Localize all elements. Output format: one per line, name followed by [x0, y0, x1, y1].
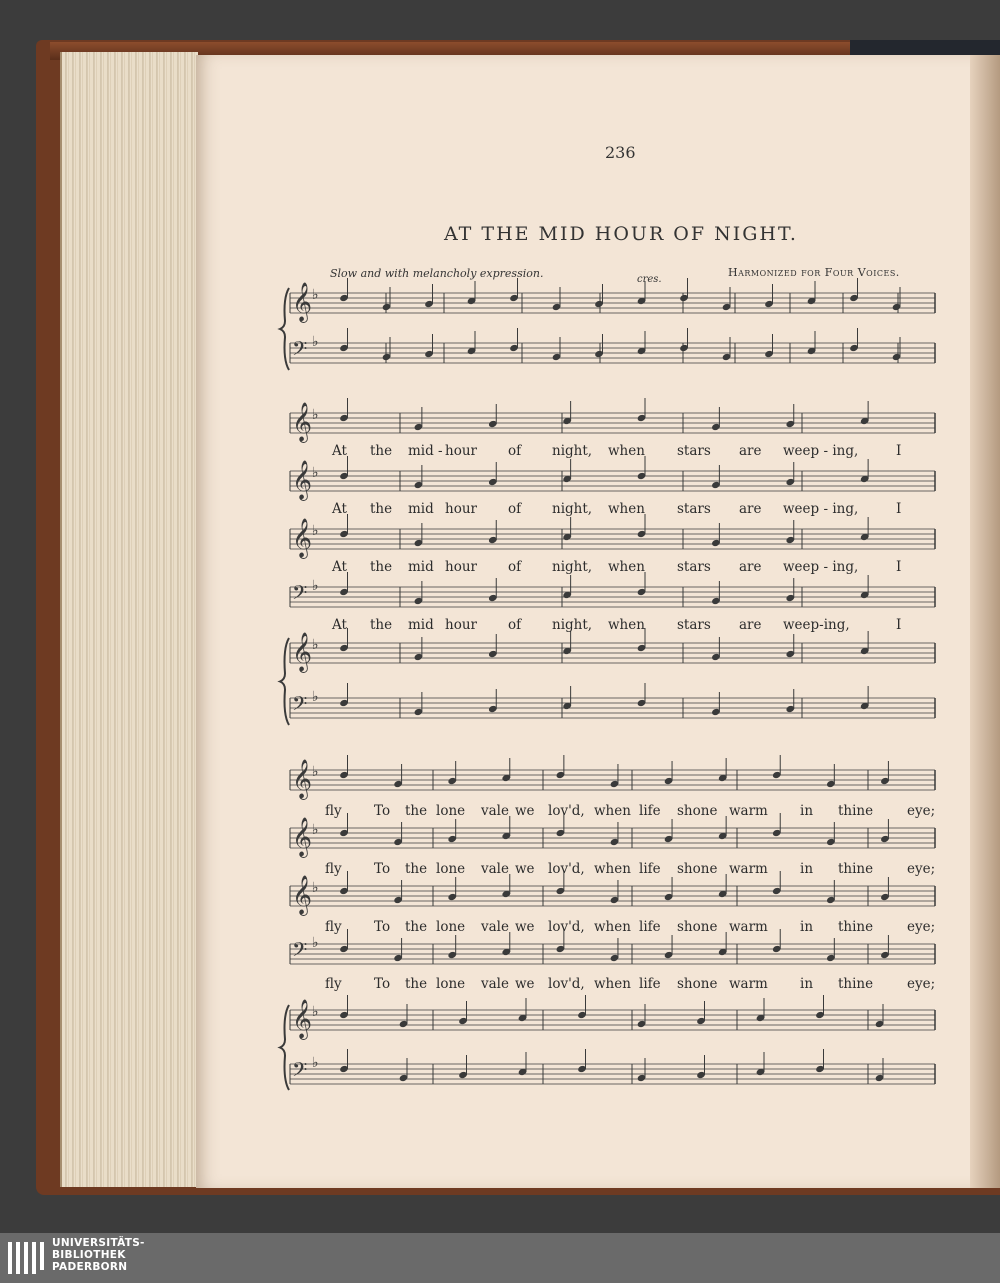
lyric-syllable: At — [332, 501, 347, 517]
system2-lyric-line — [290, 559, 935, 577]
lyric-syllable: weep - ing, — [783, 559, 859, 575]
flat-key-signature-icon: ♭ — [312, 465, 319, 481]
lyric-syllable: I — [896, 559, 902, 575]
bass-clef-icon: 𝄢 — [292, 581, 308, 609]
lyric-syllable: vale — [481, 803, 509, 819]
lyric-syllable: fly — [325, 976, 342, 992]
lyric-syllable: the — [405, 803, 428, 819]
library-name-line1: UNIVERSITÄTS- — [52, 1237, 145, 1249]
flat-key-signature-icon: ♭ — [312, 637, 319, 653]
lyric-syllable: I — [896, 443, 902, 459]
lyric-syllable: shone — [677, 919, 718, 935]
lyric-syllable: the — [370, 443, 393, 459]
lyric-syllable: are — [739, 617, 762, 633]
library-name-line3: PADERBORN — [52, 1261, 128, 1273]
lyric-syllable: lone — [436, 861, 466, 877]
lyric-syllable: night, — [552, 501, 593, 517]
lyric-syllable: lov'd, — [548, 803, 585, 819]
lyric-syllable: when — [608, 443, 645, 459]
system2-lyric-line — [290, 617, 935, 635]
system3-lyric-line — [290, 919, 935, 937]
bass-clef-icon: 𝄢 — [292, 938, 308, 966]
system-brace — [280, 638, 289, 725]
lyric-syllable: of — [508, 559, 522, 575]
lyric-syllable: mid - — [408, 443, 443, 459]
flat-key-signature-icon: ♭ — [312, 880, 319, 896]
lyric-syllable: when — [608, 559, 645, 575]
system2-lyric-line — [290, 443, 935, 461]
flat-key-signature-icon: ♭ — [312, 334, 319, 350]
lyric-syllable: To — [374, 976, 391, 992]
lyric-syllable: we — [515, 803, 535, 819]
flat-key-signature-icon: ♭ — [312, 287, 319, 303]
lyric-syllable: when — [594, 803, 631, 819]
lyric-syllable: vale — [481, 919, 509, 935]
lyric-syllable: At — [332, 617, 347, 633]
lyric-syllable: eye; — [907, 919, 936, 935]
lyric-syllable: night, — [552, 617, 593, 633]
lyric-syllable: of — [508, 443, 522, 459]
lyric-syllable: life — [639, 976, 661, 992]
lyric-syllable: when — [594, 976, 631, 992]
treble-clef-icon: 𝄞 — [292, 632, 313, 672]
lyric-syllable: eye; — [907, 976, 936, 992]
system3-lyric-line — [290, 803, 935, 821]
flat-key-signature-icon: ♭ — [312, 822, 319, 838]
lyric-syllable: thine — [838, 861, 874, 877]
lyric-syllable: we — [515, 919, 535, 935]
lyric-syllable: I — [896, 617, 902, 633]
lyric-syllable: the — [370, 617, 393, 633]
lyric-syllable: lov'd, — [548, 976, 585, 992]
lyric-syllable: mid — [408, 559, 434, 575]
lyric-syllable: life — [639, 861, 661, 877]
lyric-syllable: vale — [481, 861, 509, 877]
lyric-syllable: night, — [552, 443, 593, 459]
flat-key-signature-icon: ♭ — [312, 764, 319, 780]
treble-clef-icon: 𝄞 — [292, 759, 313, 799]
lyric-syllable: eye; — [907, 861, 936, 877]
system-brace — [280, 288, 289, 370]
lyric-syllable: hour — [445, 559, 477, 575]
lyric-syllable: thine — [838, 976, 874, 992]
lyric-syllable: when — [594, 861, 631, 877]
lyric-syllable: the — [405, 976, 428, 992]
lyric-syllable: life — [639, 919, 661, 935]
treble-clef-icon: 𝄞 — [292, 402, 313, 442]
lyric-syllable: fly — [325, 919, 342, 935]
library-logo-icon — [6, 1238, 48, 1278]
treble-clef-icon: 𝄞 — [292, 518, 313, 558]
lyric-syllable: lone — [436, 803, 466, 819]
page-number: 236 — [605, 143, 636, 162]
lyric-syllable: the — [370, 559, 393, 575]
flat-key-signature-icon: ♭ — [312, 407, 319, 423]
bass-clef-icon: 𝄢 — [292, 1058, 308, 1086]
flat-key-signature-icon: ♭ — [312, 523, 319, 539]
lyric-syllable: life — [639, 803, 661, 819]
treble-clef-icon: 𝄞 — [292, 817, 313, 857]
lyric-syllable: lov'd, — [548, 919, 585, 935]
lyric-syllable: weep - ing, — [783, 501, 859, 517]
treble-clef-icon: 𝄞 — [292, 875, 313, 915]
lyric-syllable: thine — [838, 803, 874, 819]
lyric-syllable: warm — [729, 803, 768, 819]
lyric-syllable: shone — [677, 803, 718, 819]
system3-lyric-line — [290, 861, 935, 879]
library-name — [52, 1237, 145, 1273]
treble-clef-icon: 𝄞 — [292, 460, 313, 500]
lyric-syllable: At — [332, 559, 347, 575]
lyric-syllable: lone — [436, 919, 466, 935]
treble-clef-icon: 𝄞 — [292, 999, 313, 1039]
lyric-syllable: weep-ing, — [783, 617, 850, 633]
lyric-syllable: warm — [729, 976, 768, 992]
bass-clef-icon: 𝄢 — [292, 692, 308, 720]
lyric-syllable: stars — [677, 617, 711, 633]
lyric-syllable: warm — [729, 919, 768, 935]
lyric-syllable: To — [374, 861, 391, 877]
lyric-syllable: weep - ing, — [783, 443, 859, 459]
lyric-syllable: warm — [729, 861, 768, 877]
lyric-syllable: To — [374, 919, 391, 935]
lyric-syllable: night, — [552, 559, 593, 575]
library-footer — [0, 1233, 1000, 1283]
lyric-syllable: in — [800, 803, 814, 819]
lyric-syllable: when — [608, 501, 645, 517]
lyric-syllable: when — [594, 919, 631, 935]
system-brace — [280, 1005, 289, 1090]
lyric-syllable: when — [608, 617, 645, 633]
lyric-syllable: fly — [325, 803, 342, 819]
crescendo-marking: cres. — [637, 274, 662, 285]
lyric-syllable: lone — [436, 976, 466, 992]
lyric-syllable: I — [896, 501, 902, 517]
lyric-syllable: stars — [677, 559, 711, 575]
lyric-syllable: in — [800, 919, 814, 935]
bass-clef-icon: 𝄢 — [292, 337, 308, 365]
lyric-syllable: are — [739, 559, 762, 575]
lyric-syllable: hour — [445, 501, 477, 517]
lyric-syllable: stars — [677, 501, 711, 517]
lyric-syllable: shone — [677, 861, 718, 877]
song-title: AT THE MID HOUR OF NIGHT. — [444, 223, 798, 245]
treble-clef-icon: 𝄞 — [292, 282, 313, 322]
lyric-syllable: we — [515, 861, 535, 877]
lyric-syllable: in — [800, 976, 814, 992]
flat-key-signature-icon: ♭ — [312, 578, 319, 594]
lyric-syllable: shone — [677, 976, 718, 992]
lyric-syllable: fly — [325, 861, 342, 877]
system2-lyric-line — [290, 501, 935, 519]
lyric-syllable: thine — [838, 919, 874, 935]
library-name-line2: BIBLIOTHEK — [52, 1249, 126, 1261]
lyric-syllable: of — [508, 501, 522, 517]
flat-key-signature-icon: ♭ — [312, 1055, 319, 1071]
lyric-syllable: hour — [445, 617, 477, 633]
lyric-syllable: mid — [408, 617, 434, 633]
lyric-syllable: the — [405, 861, 428, 877]
lyric-syllable: we — [515, 976, 535, 992]
flat-key-signature-icon: ♭ — [312, 935, 319, 951]
lyric-syllable: in — [800, 861, 814, 877]
lyric-syllable: are — [739, 443, 762, 459]
lyric-syllable: are — [739, 501, 762, 517]
lyric-syllable: lov'd, — [548, 861, 585, 877]
lyric-syllable: vale — [481, 976, 509, 992]
arrangement-note: Harmonized for Four Voices. — [728, 266, 900, 279]
system3-lyric-line — [290, 976, 935, 994]
lyric-syllable: the — [405, 919, 428, 935]
flat-key-signature-icon: ♭ — [312, 1004, 319, 1020]
lyric-syllable: To — [374, 803, 391, 819]
lyric-syllable: eye; — [907, 803, 936, 819]
flat-key-signature-icon: ♭ — [312, 689, 319, 705]
lyric-syllable: mid — [408, 501, 434, 517]
lyric-syllable: hour — [445, 443, 477, 459]
lyric-syllable: of — [508, 617, 522, 633]
lyric-syllable: stars — [677, 443, 711, 459]
tempo-marking: Slow and with melancholy expression. — [330, 267, 544, 280]
lyric-syllable: the — [370, 501, 393, 517]
lyric-syllable: At — [332, 443, 347, 459]
